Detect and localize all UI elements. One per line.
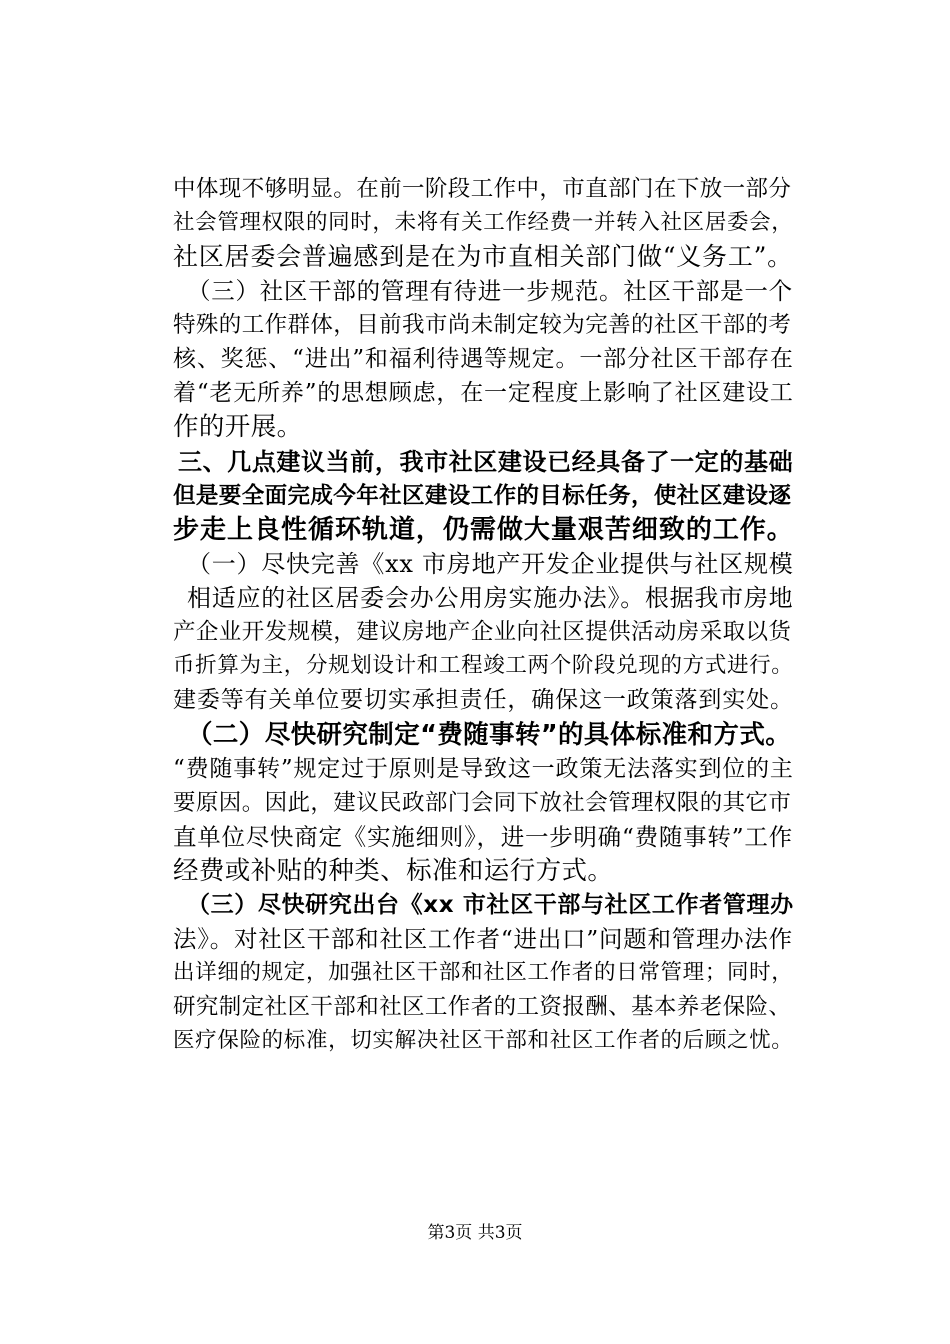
section-heading-line-3: 步走上良性循环轨道，仍需做大量艰苦细致的工作。 bbox=[173, 515, 794, 545]
line-5: 特殊的工作群体，目前我市尚未制定较为完善的社区干部的考 bbox=[173, 312, 792, 338]
line-25: 研究制定社区干部和社区工作者的工资报酬、基本养老保险、 bbox=[173, 994, 792, 1020]
line-21: 经费或补贴的种类、标准和运行方式。 bbox=[173, 856, 614, 886]
subheading-2: （二）尽快研究制定“费随事转”的具体标准和方式。 bbox=[187, 720, 792, 750]
line-12: （一）尽快完善《xx 市房地产开发企业提供与社区规模 bbox=[187, 550, 794, 578]
line-7: 着“老无所养”的思想顾虑，在一定程度上影响了社区建设工 bbox=[173, 380, 794, 406]
subheading-3: （三）尽快研究出台《xx 市社区干部与社区工作者管理办 bbox=[187, 892, 794, 918]
line-26: 医疗保险的标准，切实解决社区干部和社区工作者的后顾之忧。 bbox=[173, 1028, 794, 1053]
line-8: 作的开展。 bbox=[173, 412, 303, 442]
line-15: 币折算为主，分规划设计和工程竣工两个阶段兑现的方式进行。 bbox=[173, 653, 794, 678]
section-heading-line-1: 三、几点建议当前，我市社区建设已经具备了一定的基础 bbox=[178, 448, 794, 476]
line-16: 建委等有关单位要切实承担责任，确保这一政策落到实处。 bbox=[173, 687, 794, 713]
line-20: 直单位尽快商定《实施细则》，进一步明确“费随事转”工作 bbox=[173, 823, 793, 851]
line-4: （三）社区干部的管理有待进一步规范。社区干部是一个 bbox=[187, 277, 793, 305]
line-13: 相适应的社区居委会办公用房实施办法》。根据我市房地 bbox=[187, 584, 794, 612]
line-14: 产企业开发规模，建议房地产企业向社区提供活动房采取以货 bbox=[173, 619, 792, 645]
line-6: 核、奖惩、“进出”和福利待遇等规定。一部分社区干部存在 bbox=[173, 346, 794, 372]
line-18: “费随事转”规定过于原则是导致这一政策无法落实到位的主 bbox=[173, 756, 794, 782]
page-footer: 第3页 共3页 bbox=[427, 1223, 523, 1243]
line-1: 中体现不够明显。在前一阶段工作中，市直部门在下放一部分 bbox=[173, 176, 792, 202]
line-19: 要原因。因此，建议民政部门会同下放社会管理权限的其它市 bbox=[173, 790, 792, 816]
line-24: 出详细的规定，加强社区干部和社区工作者的日常管理；同时， bbox=[173, 960, 794, 985]
section-heading-line-2: 但是要全面完成今年社区建设工作的目标任务，使社区建设逐 bbox=[173, 483, 792, 509]
line-2: 社会管理权限的同时，未将有关工作经费一并转入社区居委会， bbox=[173, 210, 794, 235]
line-3: 社区居委会普遍感到是在为市直相关部门做“义务工”。 bbox=[173, 242, 793, 271]
line-23: 法》。对社区干部和社区工作者“进出口”问题和管理办法作 bbox=[173, 925, 793, 953]
